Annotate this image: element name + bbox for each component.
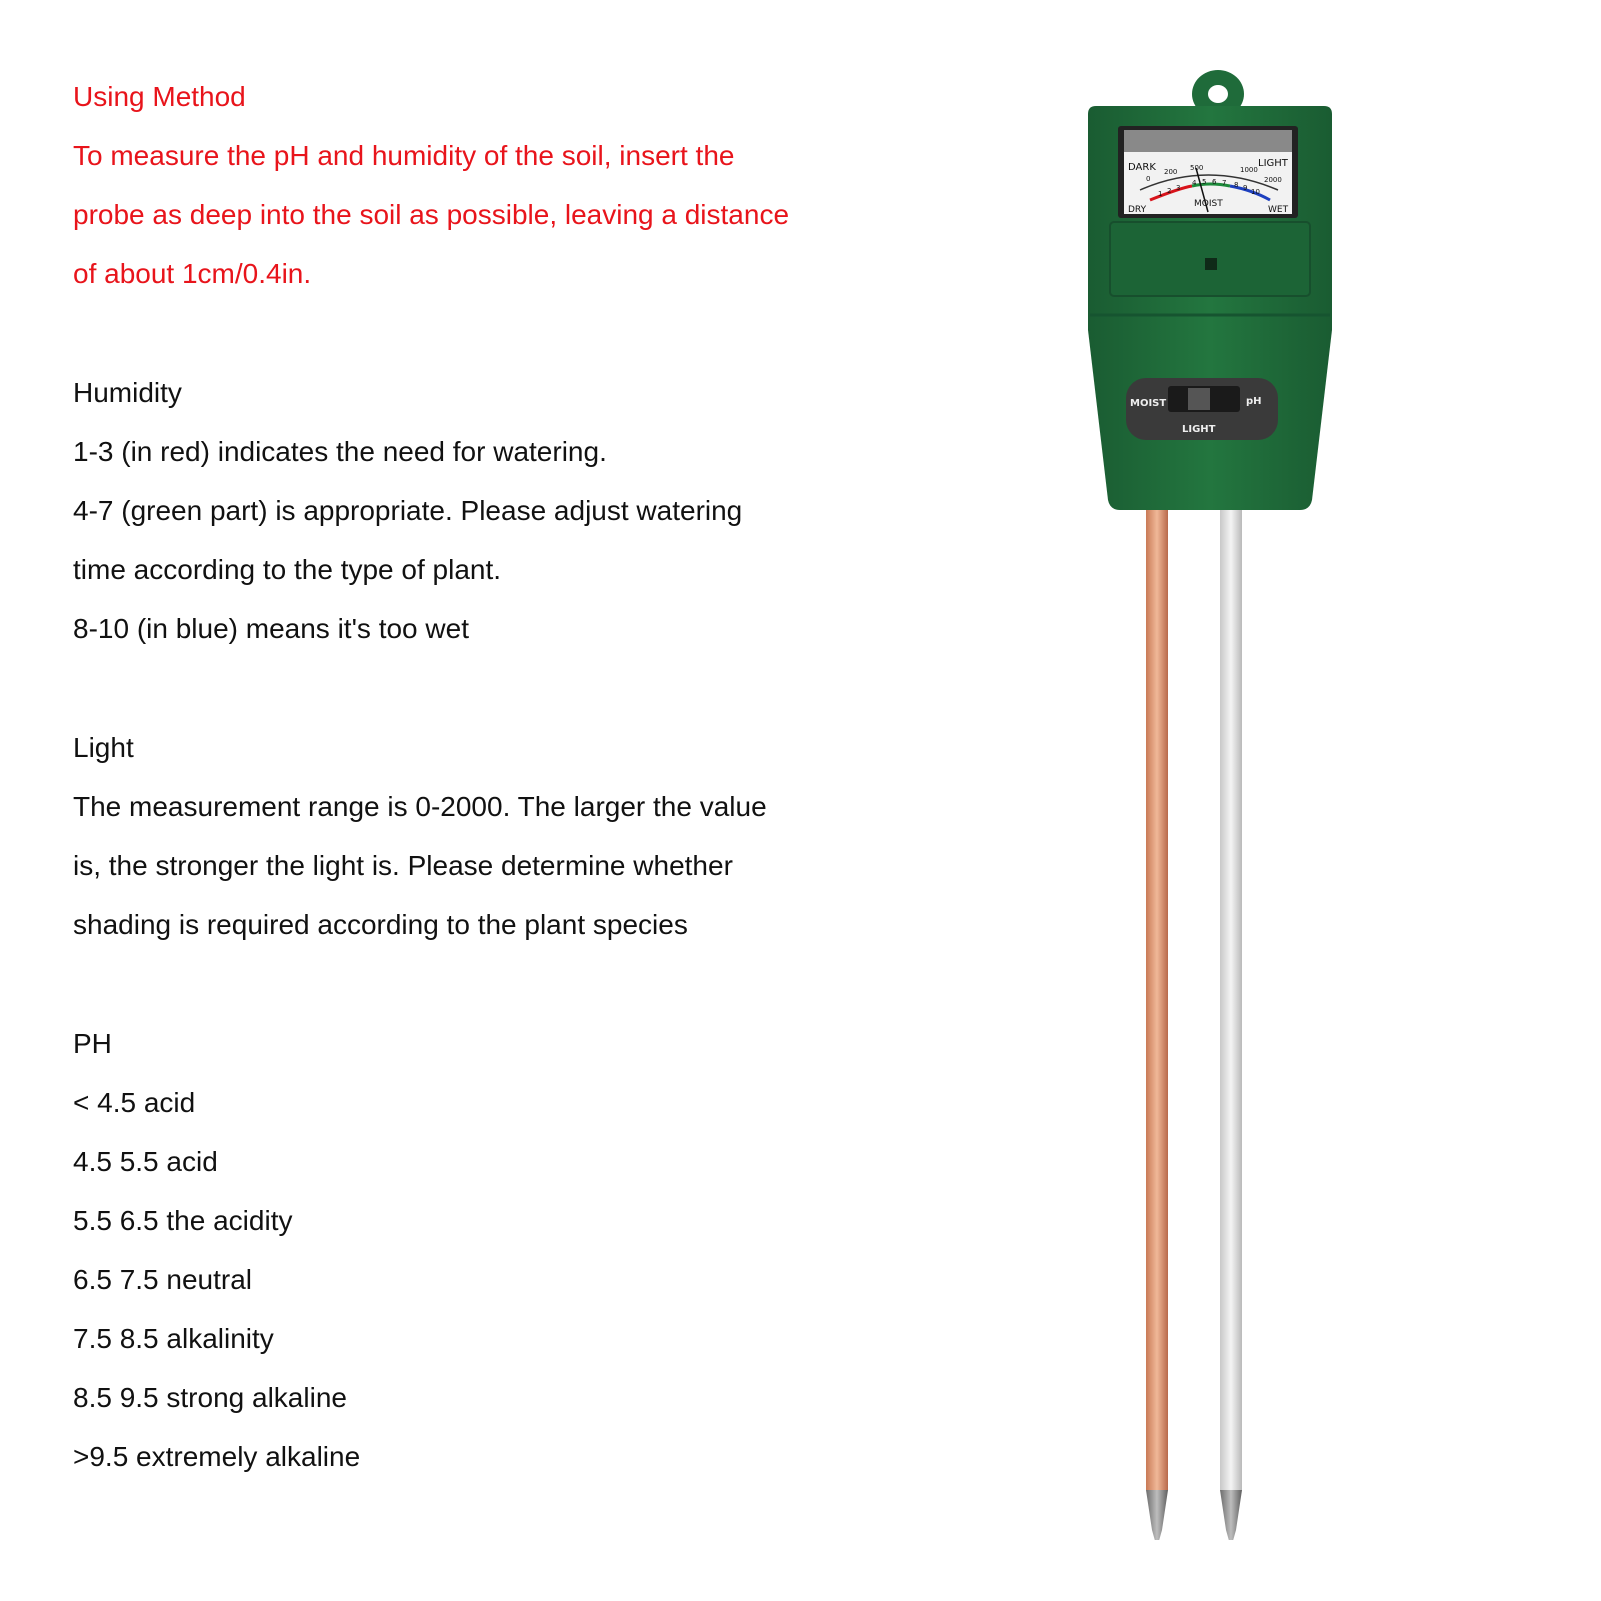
light-tick-500: 500 xyxy=(1190,164,1204,172)
analog-gauge xyxy=(1118,126,1298,218)
moist-tick-10: 10 xyxy=(1251,188,1260,196)
switch-moist-label: MOIST xyxy=(1130,398,1167,409)
ph-line-2: 4.5 5.5 acid xyxy=(73,1146,218,1177)
gauge-light-label: LIGHT xyxy=(1258,158,1288,169)
light-tick-200: 200 xyxy=(1164,168,1178,176)
humidity-line-2: 4-7 (green part) is appropriate. Please adjust watering xyxy=(73,495,743,526)
moist-tick-6: 6 xyxy=(1212,178,1217,186)
moist-tick-4: 4 xyxy=(1192,179,1197,187)
moist-tick-8: 8 xyxy=(1234,181,1239,189)
switch-light-label: LIGHT xyxy=(1182,424,1216,435)
light-line-1: The measurement range is 0-2000. The larger the value xyxy=(73,791,767,822)
humidity-line-4: 8-10 (in blue) means it's too wet xyxy=(73,613,469,644)
gauge-dry-label: DRY xyxy=(1128,205,1147,215)
gauge-wet-label: WET xyxy=(1268,205,1289,215)
silver-probe xyxy=(1220,500,1242,1540)
ph-line-5: 7.5 8.5 alkalinity xyxy=(73,1323,274,1354)
humidity-line-3: time according to the type of plant. xyxy=(73,554,502,585)
light-tick-2000: 2000 xyxy=(1264,176,1282,184)
mode-switch xyxy=(1126,378,1278,440)
using-method-line-1: To measure the pH and humidity of the soil, insert the xyxy=(73,140,735,171)
ph-line-4: 6.5 7.5 neutral xyxy=(73,1264,253,1295)
moist-tick-5: 5 xyxy=(1202,178,1207,186)
switch-ph-label: pH xyxy=(1246,396,1262,407)
humidity-title: Humidity xyxy=(73,377,182,408)
copper-probe xyxy=(1146,500,1168,1540)
light-tick-0: 0 xyxy=(1146,175,1151,183)
ph-line-3: 5.5 6.5 the acidity xyxy=(73,1205,293,1236)
light-line-3: shading is required according to the plant species xyxy=(73,909,688,940)
moist-tick-9: 9 xyxy=(1243,184,1248,192)
light-tick-1000: 1000 xyxy=(1240,166,1258,174)
using-method-line-2: probe as deep into the soil as possible, leaving a distance xyxy=(73,199,790,230)
gauge-dark-label: DARK xyxy=(1128,162,1156,173)
moist-tick-7: 7 xyxy=(1222,179,1227,187)
moist-tick-1: 1 xyxy=(1158,190,1163,198)
soil-meter-image xyxy=(1080,60,1360,1540)
light-title: Light xyxy=(73,732,134,763)
using-method-title: Using Method xyxy=(73,81,246,112)
ph-line-7: >9.5 extremely alkaline xyxy=(73,1441,361,1472)
moist-tick-3: 3 xyxy=(1176,184,1181,192)
humidity-line-1: 1-3 (in red) indicates the need for watering. xyxy=(73,436,607,467)
light-line-2: is, the stronger the light is. Please determine whether xyxy=(73,850,733,881)
moist-tick-2: 2 xyxy=(1167,187,1172,195)
using-method-line-3: of about 1cm/0.4in. xyxy=(73,258,312,289)
ph-line-1: < 4.5 acid xyxy=(73,1087,196,1118)
gauge-moist-label: MOIST xyxy=(1194,199,1223,209)
ph-line-6: 8.5 9.5 strong alkaline xyxy=(73,1382,347,1413)
ph-title: PH xyxy=(73,1028,112,1059)
